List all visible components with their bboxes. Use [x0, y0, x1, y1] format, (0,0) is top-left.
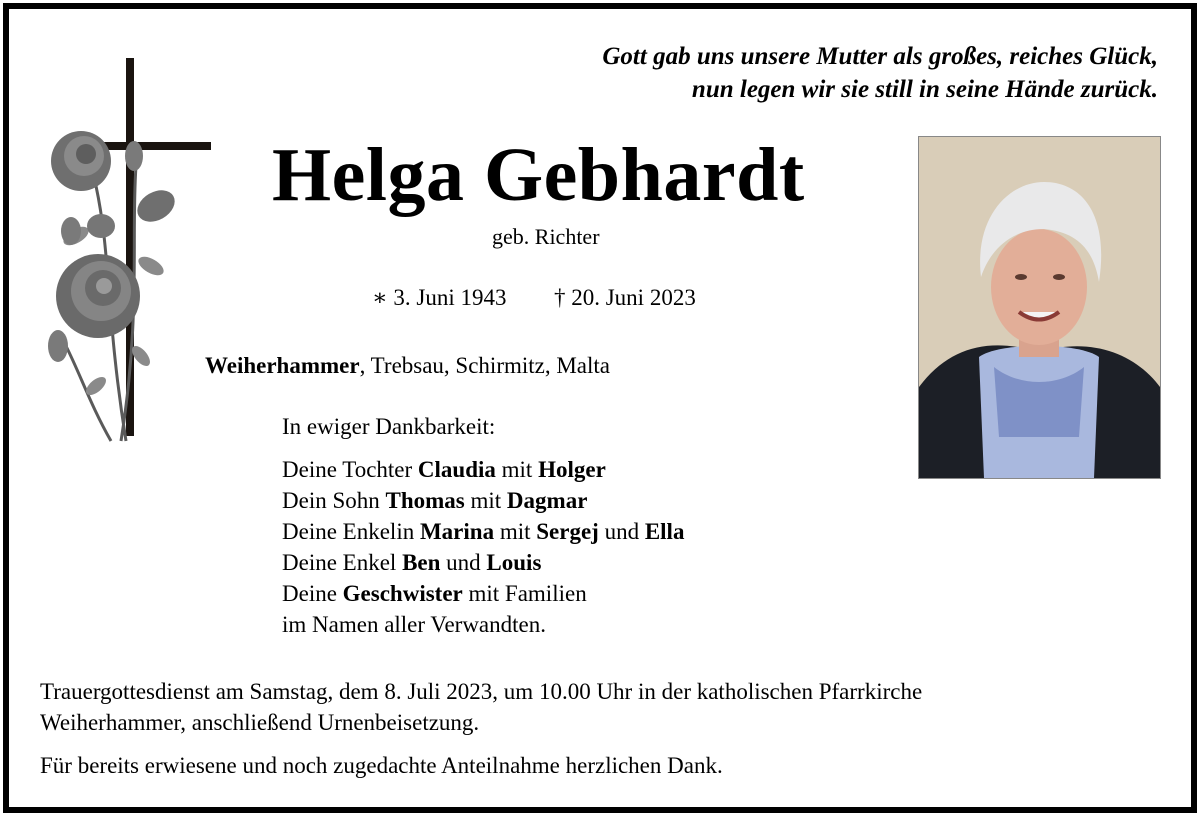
mourner-line — [282, 454, 684, 485]
mourner-text: und — [440, 550, 487, 575]
died-symbol: † — [553, 285, 566, 310]
mourner-line — [282, 485, 684, 516]
mourner-line — [282, 516, 684, 547]
service-line: Trauergottesdienst am Samstag, dem 8. Juli 2023, um 10.00 Uhr in der katholischen Pfarrkirche — [40, 679, 923, 704]
mourner-text: Deine Enkelin — [282, 519, 420, 544]
died-date: 20. Juni 2023 — [571, 285, 696, 310]
born-date: 3. Juni 1943 — [393, 285, 507, 310]
place-main: Weiherhammer — [205, 353, 360, 378]
service-line: Weiherhammer, anschließend Urnenbeisetzung. — [40, 710, 480, 735]
mourner-name: Dagmar — [506, 488, 588, 513]
place-others: , Trebsau, Schirmitz, Malta — [359, 353, 611, 378]
portrait-photo — [918, 136, 1161, 479]
mourner-text: mit Familien — [462, 581, 587, 606]
portrait-image — [919, 137, 1160, 478]
motto-line: nun legen wir sie still in seine Hände zurück. — [691, 76, 1158, 103]
born-symbol: ∗ — [372, 285, 388, 310]
mourners-intro: In ewiger Dankbarkeit: — [282, 414, 496, 439]
mourner-name: Thomas — [385, 488, 465, 513]
mourner-text: Dein Sohn — [282, 488, 386, 513]
mourner-text: mit — [464, 488, 507, 513]
mourner-name: Claudia — [417, 457, 496, 482]
mourner-text: mit — [495, 457, 539, 482]
cross-with-roses-icon — [36, 56, 216, 446]
places — [205, 353, 610, 379]
mourner-list — [282, 454, 684, 640]
mourner-name: Geschwister — [342, 581, 463, 606]
mourner-name: Ben — [402, 550, 441, 575]
mourner-text: und — [598, 519, 645, 544]
mourner-line — [282, 609, 684, 640]
mourner-line — [282, 578, 684, 609]
mourner-name: Sergej — [536, 519, 599, 544]
mourners — [282, 411, 684, 640]
mourner-text: Deine — [282, 581, 343, 606]
service-info — [40, 676, 922, 781]
mourner-line — [282, 547, 684, 578]
mourner-name: Louis — [486, 550, 542, 575]
motto — [602, 40, 1158, 106]
life-dates — [372, 285, 696, 311]
deceased-name: Helga Gebhardt — [272, 133, 805, 217]
mourner-text: Deine Enkel — [282, 550, 403, 575]
mourner-text: mit — [494, 519, 537, 544]
mourner-name: Holger — [538, 457, 606, 482]
mourner-text: im Namen aller Verwandten. — [282, 612, 546, 637]
maiden-name: geb. Richter — [492, 224, 600, 249]
thanks-line: Für bereits erwiesene und noch zugedachte Anteilnahme herzlichen Dank. — [40, 753, 723, 778]
motto-line: Gott gab uns unsere Mutter als großes, reiches Glück, — [602, 43, 1158, 70]
mourner-name: Ella — [644, 519, 685, 544]
mourner-text: Deine Tochter — [282, 457, 418, 482]
mourner-name: Marina — [419, 519, 495, 544]
